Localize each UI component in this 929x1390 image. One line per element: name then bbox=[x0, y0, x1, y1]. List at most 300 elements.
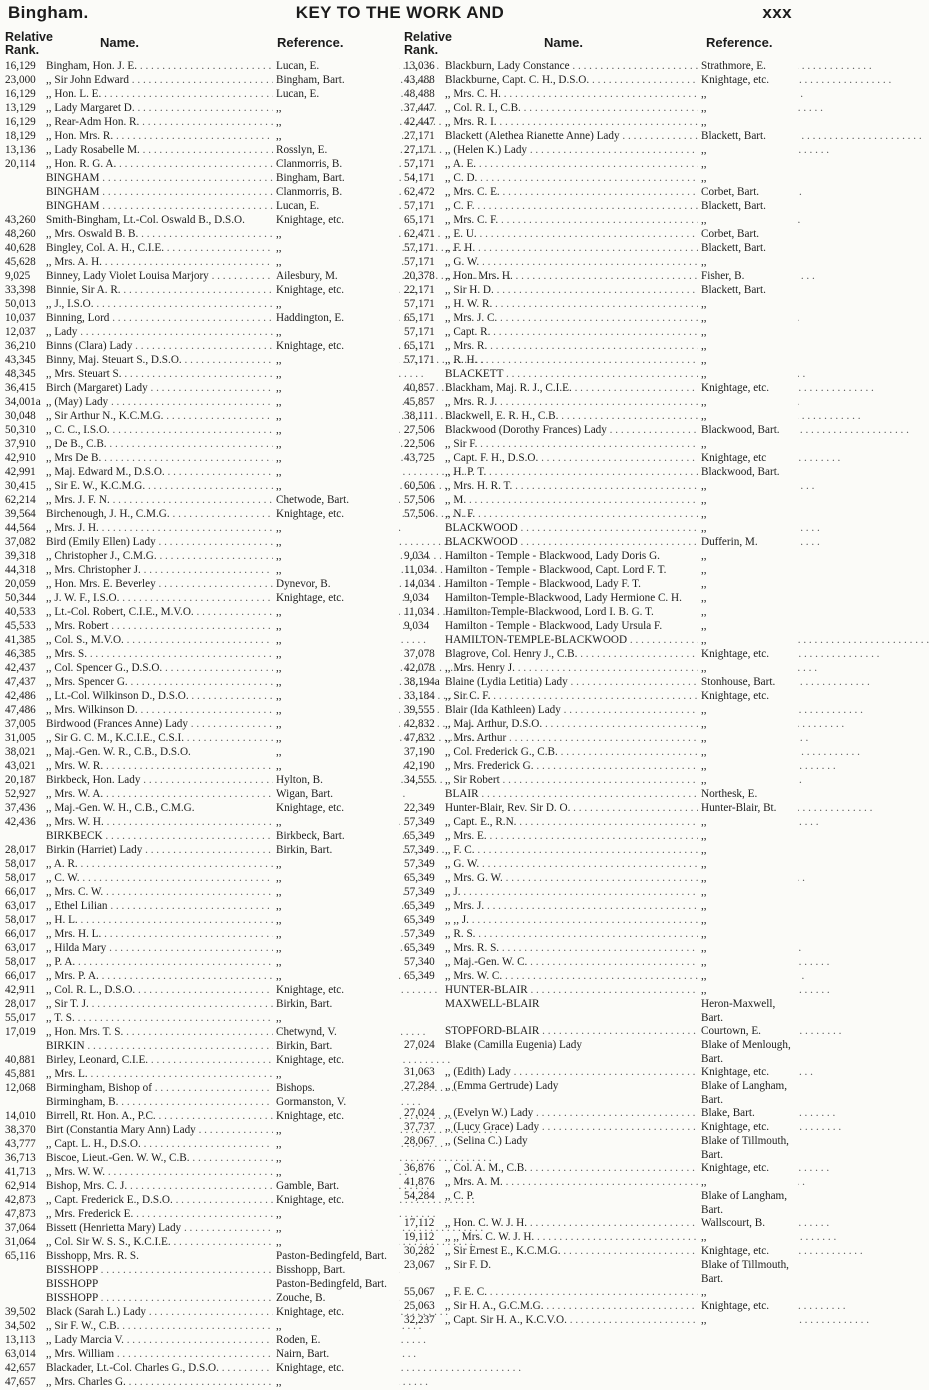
entry-reference: ,, bbox=[273, 522, 399, 536]
relative-rank: 12,037 bbox=[5, 326, 36, 338]
entry-name: ,, Rear-Adm Hon. R. . . . bbox=[46, 116, 272, 130]
entry-name: ,, J., I.S.O. . . . bbox=[46, 298, 272, 312]
entry-name: HUNTER-BLAIR . . . bbox=[445, 984, 697, 998]
entry-name: ,, Sir H. D. . . . bbox=[445, 284, 697, 298]
entry-name: ,, Mrs. Oswald B. B. . . . bbox=[46, 228, 272, 242]
entry-reference: ,, bbox=[698, 984, 798, 998]
entry-reference: Birkin, Bart. bbox=[273, 998, 399, 1012]
entry-row bbox=[5, 1068, 399, 1082]
entry-row bbox=[404, 578, 798, 592]
entry-row bbox=[5, 1040, 399, 1054]
entry-name: ,, C. C., I.S.O. . . . bbox=[46, 424, 272, 438]
entry-row bbox=[5, 1264, 399, 1278]
entry-name: ,, Col. Spencer G., D.S.O. . . . bbox=[46, 662, 272, 676]
entry-reference: Hylton, B. bbox=[273, 774, 399, 788]
entry-reference: Knightage, etc. bbox=[698, 74, 798, 88]
relative-rank: 57,506 bbox=[404, 494, 435, 506]
name-header: Name. bbox=[544, 35, 584, 50]
relative-rank: 9,025 bbox=[5, 270, 31, 282]
entry-reference: Knightage, etc. bbox=[698, 1162, 798, 1176]
entry-row bbox=[404, 704, 798, 718]
entry-reference: ,, bbox=[273, 1208, 399, 1222]
entry-reference: ,, bbox=[698, 592, 798, 606]
entry-name: ,, M. . . . bbox=[445, 494, 697, 508]
entry-reference: ,, bbox=[698, 102, 798, 116]
relative-rank: 47,832 bbox=[404, 732, 435, 744]
entry-name: ,, Sir Ernest E., K.C.M.G. . . . bbox=[445, 1245, 697, 1259]
entry-name: Blackwood (Dorothy Frances) Lady . . . bbox=[445, 424, 697, 438]
relative-rank: 65,349 bbox=[404, 900, 435, 912]
entry-name: ,, Col. A. M., C.B. . . . bbox=[445, 1162, 697, 1176]
entry-reference: ,, bbox=[698, 88, 798, 102]
relative-rank: 9,034 bbox=[404, 550, 430, 562]
entry-row bbox=[404, 620, 798, 634]
entry-reference: ,, bbox=[273, 900, 399, 914]
entry-row bbox=[404, 494, 798, 508]
relative-rank: 55,067 bbox=[404, 1286, 435, 1298]
entry-reference: ,, bbox=[273, 1124, 399, 1138]
entry-reference: ,, bbox=[273, 970, 399, 984]
entry-name: ,, Mrs. C. H. . . . bbox=[445, 88, 697, 102]
relative-rank: 11,034 bbox=[404, 564, 435, 576]
entry-name: Blackham, Maj. R. J., C.I.E. . . . bbox=[445, 382, 697, 396]
entry-name: Hamilton-Temple-Blackwood, Lord I. B. G. T. bbox=[445, 606, 654, 618]
relative-rank: 57,349 bbox=[404, 886, 435, 898]
relative-rank: 33,398 bbox=[5, 284, 36, 296]
entry-row bbox=[404, 1107, 798, 1121]
entry-row bbox=[404, 144, 798, 158]
relative-rank: 46,385 bbox=[5, 648, 36, 660]
relative-rank: 55,017 bbox=[5, 1012, 36, 1024]
entry-name: Blackett (Alethea Rianette Anne) Lady . . . bbox=[445, 130, 697, 144]
entry-row bbox=[404, 312, 798, 326]
entry-row bbox=[5, 186, 399, 200]
relative-rank: 40,857 bbox=[404, 382, 435, 394]
entry-name: ,, C. W. . . . bbox=[46, 872, 272, 886]
entry-row bbox=[5, 1124, 399, 1138]
entry-row bbox=[5, 1208, 399, 1222]
entry-row bbox=[5, 1110, 399, 1124]
entry-row bbox=[5, 1054, 399, 1068]
relative-rank: 42,657 bbox=[5, 1362, 36, 1374]
relative-rank: 43,021 bbox=[5, 760, 36, 772]
entry-name: Bingley, Col. A. H., C.I.E. . . . bbox=[46, 242, 272, 256]
entry-reference: ,, bbox=[273, 760, 399, 774]
entry-name: Birmingham, Bishop of . . . bbox=[46, 1082, 272, 1096]
entry-name: ,, Mrs. A. M. . . . bbox=[445, 1176, 697, 1190]
entry-name: BINGHAM . . . bbox=[46, 172, 272, 186]
entry-row bbox=[404, 228, 798, 242]
entry-reference: ,, bbox=[698, 158, 798, 172]
entry-row bbox=[5, 1166, 399, 1180]
entry-name: ,, Ethel Lilian . . . bbox=[46, 900, 272, 914]
entry-reference: ,, bbox=[273, 1320, 399, 1334]
entry-name: Binns (Clara) Lady . . . bbox=[46, 340, 272, 354]
relative-rank: 42,486 bbox=[5, 690, 36, 702]
entry-row bbox=[5, 844, 399, 858]
entry-reference: ,, bbox=[273, 130, 399, 144]
entry-name: ,, Mrs. J. C. . . . bbox=[445, 312, 697, 326]
entry-reference: ,, bbox=[698, 564, 798, 578]
entry-name: ,, Sir F. D. bbox=[445, 1259, 492, 1271]
relative-rank: 44,318 bbox=[5, 564, 36, 576]
entry-reference: Blake of Langham, Bart. bbox=[698, 1190, 798, 1217]
entry-reference: Dynevor, B. bbox=[273, 578, 399, 592]
entry-reference: ,, bbox=[698, 144, 798, 158]
entry-reference: Knightage, etc. bbox=[273, 1362, 399, 1376]
entry-name: Birrell, Rt. Hon. A., P.C. . . . bbox=[46, 1110, 272, 1124]
relative-rank: 13,036 bbox=[404, 60, 435, 72]
entry-reference: Fisher, B. bbox=[698, 270, 798, 284]
relative-rank: 63,014 bbox=[5, 1348, 36, 1360]
entry-reference: ,, bbox=[273, 396, 399, 410]
entry-reference: ,, bbox=[273, 536, 399, 550]
entry-name: Bingham, Hon. J. E. . . . bbox=[46, 60, 272, 74]
relative-rank: 32,237 bbox=[404, 1314, 435, 1326]
entry-row bbox=[404, 564, 798, 578]
entry-name: Hamilton - Temple - Blackwood, Capt. Lord F. T. bbox=[445, 564, 667, 576]
reference-header: Reference. bbox=[277, 35, 344, 50]
entry-row bbox=[404, 1259, 798, 1286]
relative-rank: 33,184 bbox=[404, 690, 435, 702]
entry-row bbox=[5, 1362, 399, 1376]
relative-rank: 57,349 bbox=[404, 928, 435, 940]
relative-rank: 45,533 bbox=[5, 620, 36, 632]
rank-header: Relative Rank. bbox=[5, 30, 53, 57]
entry-reference: Lucan, E. bbox=[273, 88, 399, 102]
entry-row bbox=[404, 1066, 798, 1080]
relative-rank: 62,214 bbox=[5, 494, 36, 506]
relative-rank: 38,111 bbox=[404, 410, 434, 422]
entry-row bbox=[5, 774, 399, 788]
entry-reference: Knightage, etc. bbox=[698, 1245, 798, 1259]
entry-reference: ,, bbox=[698, 830, 798, 844]
entry-name: Bird (Emily Ellen) Lady . . . bbox=[46, 536, 272, 550]
entry-row bbox=[404, 1231, 798, 1245]
entry-row bbox=[404, 550, 798, 564]
relative-rank: 65,171 bbox=[404, 214, 435, 226]
relative-rank: 37,078 bbox=[404, 648, 435, 660]
entry-reference: ,, bbox=[698, 844, 798, 858]
relative-rank: 57,349 bbox=[404, 858, 435, 870]
entry-row bbox=[5, 242, 399, 256]
entry-reference: Knightage, etc. bbox=[698, 1121, 798, 1135]
entry-name: ,, Maj.-Gen. W. H., C.B., C.M.G. bbox=[46, 802, 195, 814]
relative-rank: 57,171 bbox=[404, 354, 435, 366]
entry-row bbox=[5, 368, 399, 382]
entry-name: Birmingham, B. . . . bbox=[46, 1096, 272, 1110]
relative-rank: 25,063 bbox=[404, 1300, 435, 1312]
entry-reference: ,, bbox=[698, 858, 798, 872]
entry-reference: Blake of Menlough, Bart. bbox=[698, 1039, 798, 1066]
relative-rank: 42,873 bbox=[5, 1194, 36, 1206]
entry-row bbox=[404, 102, 798, 116]
relative-rank: 42,991 bbox=[5, 466, 36, 478]
entry-name: ,, Hilda Mary . . . bbox=[46, 942, 272, 956]
entry-name: ,, Capt. Sir H. A., K.C.V.O. . . . bbox=[445, 1314, 697, 1328]
entry-name: Birt (Constantia Mary Ann) Lady . . . bbox=[46, 1124, 272, 1138]
entry-row bbox=[5, 1194, 399, 1208]
entry-name: ,, T. S. . . . bbox=[46, 1012, 272, 1026]
entry-name: ,, Mrs. Frederick G. . . . bbox=[445, 760, 697, 774]
entry-row bbox=[404, 60, 798, 74]
entry-name: ,, (Helen K.) Lady . . . bbox=[445, 144, 697, 158]
entry-reference: Blake of Tillmouth, Bart. bbox=[698, 1259, 798, 1286]
entry-name: ,, H. P. T. . . . bbox=[445, 466, 697, 480]
entry-reference: Wallscourt, B. bbox=[698, 1217, 798, 1231]
entry-row bbox=[5, 480, 399, 494]
entry-reference: Stonhouse, Bart. bbox=[698, 676, 798, 690]
relative-rank: 39,555 bbox=[404, 704, 435, 716]
relative-rank: 30,282 bbox=[404, 1245, 435, 1257]
entry-row bbox=[404, 830, 798, 844]
entry-reference: ,, bbox=[698, 704, 798, 718]
entry-reference: ,, bbox=[273, 298, 399, 312]
entry-reference: Birkbeck, Bart. bbox=[273, 830, 399, 844]
entry-reference: ,, bbox=[698, 172, 798, 186]
entry-row bbox=[5, 382, 399, 396]
entry-reference: Wigan, Bart. bbox=[273, 788, 399, 802]
entry-reference: ,, bbox=[698, 900, 798, 914]
entry-row bbox=[5, 1348, 399, 1362]
entry-name: BISSHOPP bbox=[46, 1278, 99, 1290]
relative-rank: 20,059 bbox=[5, 578, 36, 590]
relative-rank: 42,436 bbox=[5, 816, 36, 828]
entry-row bbox=[404, 1314, 798, 1328]
entry-name: ,, Col. Frederick G., C.B. . . . bbox=[445, 746, 697, 760]
entry-reference: Bingham, Bart. bbox=[273, 74, 399, 88]
entry-row bbox=[5, 746, 399, 760]
entry-name: ,, Mrs. W. A. . . . bbox=[46, 788, 272, 802]
entry-row bbox=[404, 270, 798, 284]
relative-rank: 27,171 bbox=[404, 130, 435, 142]
entry-name: ,, Sir E. W., K.C.M.G. . . . bbox=[46, 480, 272, 494]
entry-name: Birkin (Harriet) Lady . . . bbox=[46, 844, 272, 858]
relative-rank: 37,082 bbox=[5, 536, 36, 548]
entry-row bbox=[404, 928, 798, 942]
entry-reference: ,, bbox=[273, 564, 399, 578]
entry-row bbox=[5, 228, 399, 242]
entry-row bbox=[404, 410, 798, 424]
entry-reference: Blake, Bart. bbox=[698, 1107, 798, 1121]
entry-name: ,, C. P. bbox=[445, 1190, 475, 1202]
relative-rank: 28,017 bbox=[5, 844, 36, 856]
entry-reference: ,, bbox=[273, 872, 399, 886]
relative-rank: 10,037 bbox=[5, 312, 36, 324]
entry-row bbox=[5, 928, 399, 942]
relative-rank: 27,024 bbox=[404, 1107, 435, 1119]
entry-row bbox=[5, 326, 399, 340]
entry-reference: ,, bbox=[273, 690, 399, 704]
entry-row bbox=[404, 914, 798, 928]
entry-reference: Lucan, E. bbox=[273, 200, 399, 214]
entry-reference: ,, bbox=[698, 620, 798, 634]
relative-rank: 43,725 bbox=[404, 452, 435, 464]
entry-row bbox=[404, 1300, 798, 1314]
entry-name: Blackader, Lt.-Col. Charles G., D.S.O. . . . bbox=[46, 1362, 272, 1376]
relative-rank: 42,447 bbox=[404, 116, 435, 128]
entry-name: Birch (Margaret) Lady . . . bbox=[46, 382, 272, 396]
entry-name: ,, Mrs. Robert . . . bbox=[46, 620, 272, 634]
entry-name: ,, G. W. . . . bbox=[445, 858, 697, 872]
entry-row bbox=[5, 970, 399, 984]
relative-rank: 12,068 bbox=[5, 1082, 36, 1094]
relative-rank: 36,415 bbox=[5, 382, 36, 394]
relative-rank: 50,344 bbox=[5, 592, 36, 604]
relative-rank: 37,737 bbox=[404, 1121, 435, 1133]
entry-name: Blaine (Lydia Letitia) Lady . . . bbox=[445, 676, 697, 690]
entry-row bbox=[5, 1250, 399, 1264]
entry-row bbox=[5, 1278, 399, 1292]
relative-rank: 20,187 bbox=[5, 774, 36, 786]
entry-name: Birkbeck, Hon. Lady . . . bbox=[46, 774, 272, 788]
entry-name: ,, P. A. . . . bbox=[46, 956, 272, 970]
relative-rank: 34,555 bbox=[404, 774, 435, 786]
entry-name: ,, Mrs. Christopher J. . . . bbox=[46, 564, 272, 578]
entry-row bbox=[404, 886, 798, 900]
entry-row bbox=[5, 1138, 399, 1152]
relative-rank: 40,533 bbox=[5, 606, 36, 618]
relative-rank: 34,001a bbox=[5, 396, 41, 408]
relative-rank: 65,349 bbox=[404, 970, 435, 982]
entry-name: ,, Mrs. R. . . . bbox=[445, 340, 697, 354]
entry-row bbox=[5, 1152, 399, 1166]
relative-rank: 16,129 bbox=[5, 88, 36, 100]
entry-reference: Blake of Tillmouth, Bart. bbox=[698, 1135, 798, 1162]
relative-rank: 17,019 bbox=[5, 1026, 36, 1038]
entry-name: ,, (Edith) Lady . . . bbox=[445, 1066, 697, 1080]
entry-reference: Blackwood, Bart. bbox=[698, 424, 798, 438]
entry-reference: ,, bbox=[273, 550, 399, 564]
entry-name: ,, Hon. C. W. J. H. . . . bbox=[445, 1217, 697, 1231]
entry-reference: Corbet, Bart. bbox=[698, 186, 798, 200]
entry-row bbox=[404, 970, 798, 984]
entry-row bbox=[404, 648, 798, 662]
entry-row bbox=[5, 886, 399, 900]
entry-name: ,, H. L. . . . bbox=[46, 914, 272, 928]
entry-row bbox=[404, 74, 798, 88]
entry-name: ,, Mrs. Arthur . . . bbox=[445, 732, 697, 746]
entry-name: ,, Mrs. G. W. . . . bbox=[445, 872, 697, 886]
entry-row bbox=[5, 942, 399, 956]
entry-reference: ,, bbox=[273, 1152, 399, 1166]
entry-row bbox=[404, 1286, 798, 1300]
entry-name: BIRKBECK . . . bbox=[46, 830, 272, 844]
entry-reference: ,, bbox=[698, 438, 798, 452]
entry-reference: Ailesbury, M. bbox=[273, 270, 399, 284]
relative-rank: 54,171 bbox=[404, 172, 435, 184]
entry-row bbox=[5, 130, 399, 144]
entry-reference: ,, bbox=[698, 354, 798, 368]
entry-row bbox=[5, 74, 399, 88]
entry-name: ,, Mrs. C. W. . . . bbox=[46, 886, 272, 900]
entry-reference: Gormanston, V. bbox=[273, 1096, 399, 1110]
entry-reference: ,, bbox=[698, 494, 798, 508]
entry-reference: ,, bbox=[273, 648, 399, 662]
entry-name: ,, Mrs. J. H. . . . bbox=[46, 522, 272, 536]
entry-name: ,, N. F. . . . bbox=[445, 508, 697, 522]
entry-name: Birdwood (Frances Anne) Lady . . . bbox=[46, 718, 272, 732]
entry-name: ,, Maj.-Gen. W. C. . . . bbox=[445, 956, 697, 970]
entry-reference: ,, bbox=[698, 970, 798, 984]
entry-reference: Knightage, etc. bbox=[273, 802, 399, 816]
entry-row bbox=[404, 844, 798, 858]
entry-name: BLAIR . . . bbox=[445, 788, 697, 802]
entry-name: ,, Hon. L. E. . . . bbox=[46, 88, 272, 102]
entry-name: ,, Sir Robert . . . bbox=[445, 774, 697, 788]
entry-reference: Knightage, etc. bbox=[273, 984, 399, 998]
entry-name: ,, F. C. . . . bbox=[445, 844, 697, 858]
relative-rank: 27,506 bbox=[404, 424, 435, 436]
entry-name: ,, Hon. Mrs. T. S. . . . bbox=[46, 1026, 272, 1040]
entry-row bbox=[404, 480, 798, 494]
entry-reference: ,, bbox=[273, 354, 399, 368]
entry-name: ,, Sir F. W., C.B. . . . bbox=[46, 1320, 272, 1334]
entry-row bbox=[404, 788, 798, 802]
entry-reference: ,, bbox=[698, 1286, 798, 1300]
relative-rank: 11,034 bbox=[404, 606, 435, 618]
entry-name: ,, A. E. . . . bbox=[445, 158, 697, 172]
entry-reference: Knightage, etc. bbox=[698, 382, 798, 396]
relative-rank: 43,777 bbox=[5, 1138, 36, 1150]
entry-name: ,, Mrs. Charles G. . . . bbox=[46, 1376, 272, 1390]
entry-name: ,, E. U. . . . bbox=[445, 228, 697, 242]
entry-row bbox=[404, 1217, 798, 1231]
entry-name: ,, R. S. . . . bbox=[445, 928, 697, 942]
entry-name: Bisshopp, Mrs. R. S. bbox=[46, 1250, 139, 1262]
relative-rank: 48,260 bbox=[5, 228, 36, 240]
relative-rank: 52,927 bbox=[5, 788, 36, 800]
entry-row bbox=[5, 466, 399, 480]
entry-row bbox=[5, 606, 399, 620]
entry-name: Hamilton - Temple - Blackwood, Lady Doris G. bbox=[445, 550, 660, 562]
entry-reference: ,, bbox=[273, 634, 399, 648]
entry-name: Hamilton - Temple - Blackwood, Lady F. T. bbox=[445, 578, 641, 590]
relative-rank: 40,628 bbox=[5, 242, 36, 254]
entry-row bbox=[5, 200, 399, 214]
entry-name: Blair (Ida Kathleen) Lady . . . bbox=[445, 704, 697, 718]
relative-rank: 28,017 bbox=[5, 998, 36, 1010]
entry-name: ,, R. H. . . . bbox=[445, 354, 697, 368]
entry-row bbox=[404, 368, 798, 382]
entry-reference: ,, bbox=[698, 508, 798, 522]
entry-row bbox=[5, 858, 399, 872]
entry-reference: Blake of Langham, Bart. bbox=[698, 1080, 798, 1107]
entry-name: BLACKWOOD . . . bbox=[445, 522, 697, 536]
entry-name: ,, (Evelyn W.) Lady . . . bbox=[445, 1107, 697, 1121]
entry-name: ,, Mrs. C. E. . . . bbox=[445, 186, 697, 200]
relative-rank: 62,914 bbox=[5, 1180, 36, 1192]
entry-row bbox=[5, 424, 399, 438]
entry-reference: Blackett, Bart. bbox=[698, 242, 798, 256]
entry-row bbox=[5, 1306, 399, 1320]
entry-row bbox=[5, 284, 399, 298]
entry-reference: ,, bbox=[698, 522, 798, 536]
entry-name: ,, Lady Marcia V. . . . bbox=[46, 1334, 272, 1348]
entry-reference: ,, bbox=[273, 606, 399, 620]
entry-reference: ,, bbox=[698, 480, 798, 494]
entry-name: ,, Mrs. Spencer G. . . . bbox=[46, 676, 272, 690]
relative-rank: 27,024 bbox=[404, 1039, 435, 1051]
entry-row bbox=[404, 718, 798, 732]
entry-row bbox=[5, 704, 399, 718]
entry-reference: ,, bbox=[698, 550, 798, 564]
entry-row bbox=[5, 522, 399, 536]
entry-name: ,, Lady . . . bbox=[46, 326, 272, 340]
entry-name: ,, Mrs. A. H. . . . bbox=[46, 256, 272, 270]
entry-row bbox=[404, 900, 798, 914]
entry-reference: ,, bbox=[273, 242, 399, 256]
